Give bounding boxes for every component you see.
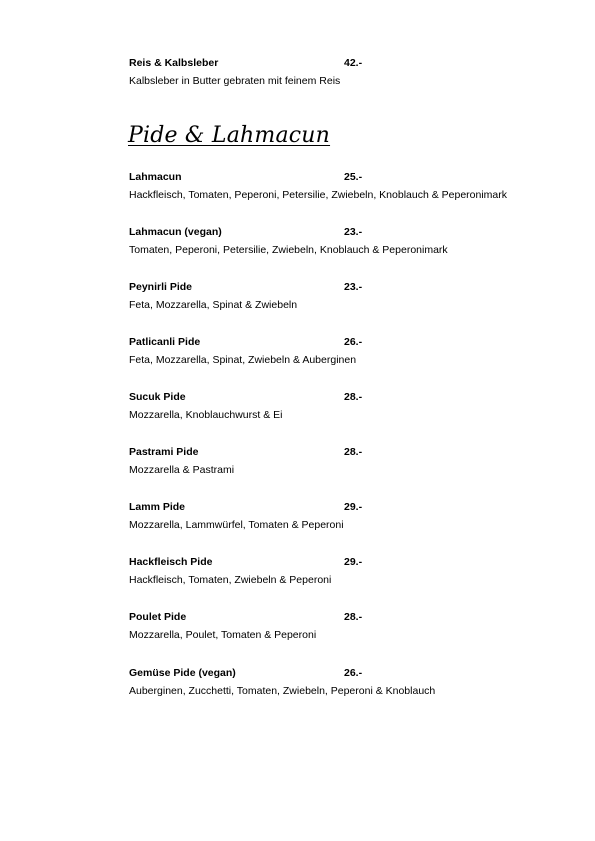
menu-item-peynirli-pide xyxy=(129,280,559,312)
menu-item-lamm-pide xyxy=(129,500,559,532)
menu-item-name: Poulet Pide xyxy=(129,611,187,623)
menu-item-name: Peynirli Pide xyxy=(129,281,193,293)
menu-item-description: Mozzarella, Poulet, Tomaten & Peperoni xyxy=(129,629,317,641)
menu-item-description: Mozzarella, Knoblauchwurst & Ei xyxy=(129,409,283,421)
menu-item-price: 29.- xyxy=(344,556,363,568)
menu-item-name: Sucuk Pide xyxy=(129,391,186,403)
menu-item-price: 23.- xyxy=(344,281,363,293)
menu-item-price: 28.- xyxy=(344,391,363,403)
menu-item-price: 29.- xyxy=(344,501,363,513)
menu-item-price: 28.- xyxy=(344,446,363,458)
menu-item-name: Hackfleisch Pide xyxy=(129,556,213,568)
menu-item-price: 25.- xyxy=(344,171,363,183)
menu-item-price: 26.- xyxy=(344,667,363,679)
menu-item-name: Lahmacun xyxy=(129,171,182,183)
menu-item-description: Hackfleisch, Tomaten, Zwiebeln & Peperoni xyxy=(129,574,332,586)
menu-item-reis-kalbsleber xyxy=(129,56,559,88)
menu-item-description: Feta, Mozzarella, Spinat & Zwiebeln xyxy=(129,299,298,311)
menu-item-price: 42.- xyxy=(344,57,363,69)
menu-item-name: Pastrami Pide xyxy=(129,446,199,458)
menu-item-description: Tomaten, Peperoni, Petersilie, Zwiebeln, Knoblauch & Peperonimark xyxy=(129,244,448,256)
menu-item-patlicanli-pide xyxy=(129,335,559,367)
menu-item-pastrami-pide xyxy=(129,445,559,477)
menu-item-lahmacun-vegan xyxy=(129,225,559,257)
menu-item-description: Mozzarella, Lammwürfel, Tomaten & Peperoni xyxy=(129,519,344,531)
menu-item-name: Patlicanli Pide xyxy=(129,336,201,348)
menu-item-sucuk-pide xyxy=(129,390,559,422)
menu-item-description: Kalbsleber in Butter gebraten mit feinem Reis xyxy=(129,75,341,87)
menu-item-name: Reis & Kalbsleber xyxy=(129,57,219,69)
menu-item-header xyxy=(129,555,559,569)
section-title: Pide & Lahmacun xyxy=(128,123,331,148)
menu-item-header xyxy=(129,170,559,184)
menu-item-name: Gemüse Pide (vegan) xyxy=(129,667,236,679)
menu-item-name: Lamm Pide xyxy=(129,501,186,513)
menu-item-price: 23.- xyxy=(344,226,363,238)
menu-item-header xyxy=(129,56,559,70)
menu-item-price: 28.- xyxy=(344,611,363,623)
menu-item-header xyxy=(129,335,559,349)
menu-item-description: Feta, Mozzarella, Spinat, Zwiebeln & Auberginen xyxy=(129,354,357,366)
menu-item-description: Auberginen, Zucchetti, Tomaten, Zwiebeln, Peperoni & Knoblauch xyxy=(129,685,436,697)
menu-item-hackfleisch-pide xyxy=(129,555,559,587)
menu-item-header xyxy=(129,666,559,680)
menu-item-header xyxy=(129,225,559,239)
menu-item-header xyxy=(129,445,559,459)
menu-item-description: Mozzarella & Pastrami xyxy=(129,464,235,476)
menu-item-price: 26.- xyxy=(344,336,363,348)
menu-item-name: Lahmacun (vegan) xyxy=(129,226,222,238)
menu-item-header xyxy=(129,390,559,404)
menu-item-description: Hackfleisch, Tomaten, Peperoni, Petersilie, Zwiebeln, Knoblauch & Peperonimark xyxy=(129,189,507,201)
menu-item-header xyxy=(129,500,559,514)
menu-item-gemuese-pide-vegan xyxy=(129,666,559,698)
menu-item-header xyxy=(129,610,559,624)
menu-item-lahmacun xyxy=(129,170,559,202)
menu-item-header xyxy=(129,280,559,294)
menu-item-poulet-pide xyxy=(129,610,559,642)
